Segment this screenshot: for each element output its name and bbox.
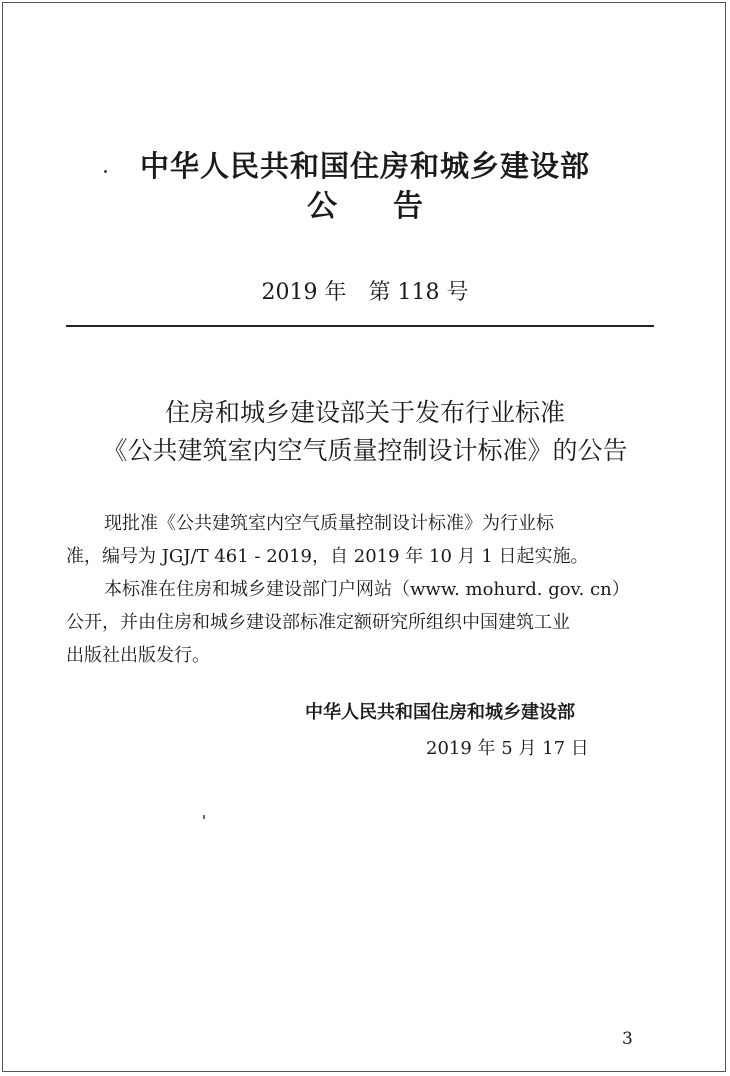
signature-date: 2019 年 5 月 17 日 [426,738,589,759]
announcement-title: 公告 [307,189,479,224]
paragraph-1-line-2: 准，编号为 JGJ/T 461 - 2019，自 2019 年 10 月 1 日起实施。 [66,546,589,567]
ministry-header: 中华人民共和国住房和城乡建设部 [139,149,590,183]
notice-title-line-1: 住房和城乡建设部关于发布行业标准 [164,398,565,427]
paragraph-2-line-2: 公开，并由住房和城乡建设部标准定额研究所组织中国建筑工业 [66,612,570,633]
signature-organization: 中华人民共和国住房和城乡建设部 [305,702,575,723]
page-number: 3 [622,1029,633,1049]
scan-mark [203,815,205,819]
paragraph-2-line-1: 本标准在住房和城乡建设部门户网站（www. mohurd. gov. cn） [104,579,630,600]
header-divider [66,325,654,327]
issue-number: 2019 年 第 118 号 [261,280,469,305]
paragraph-2-line-3: 出版社出版发行。 [66,645,210,666]
paragraph-1-line-1: 现批准《公共建筑室内空气质量控制设计标准》为行业标 [104,513,554,534]
notice-title-line-2: 《公共建筑室内空气质量控制设计标准》的公告 [102,436,628,465]
